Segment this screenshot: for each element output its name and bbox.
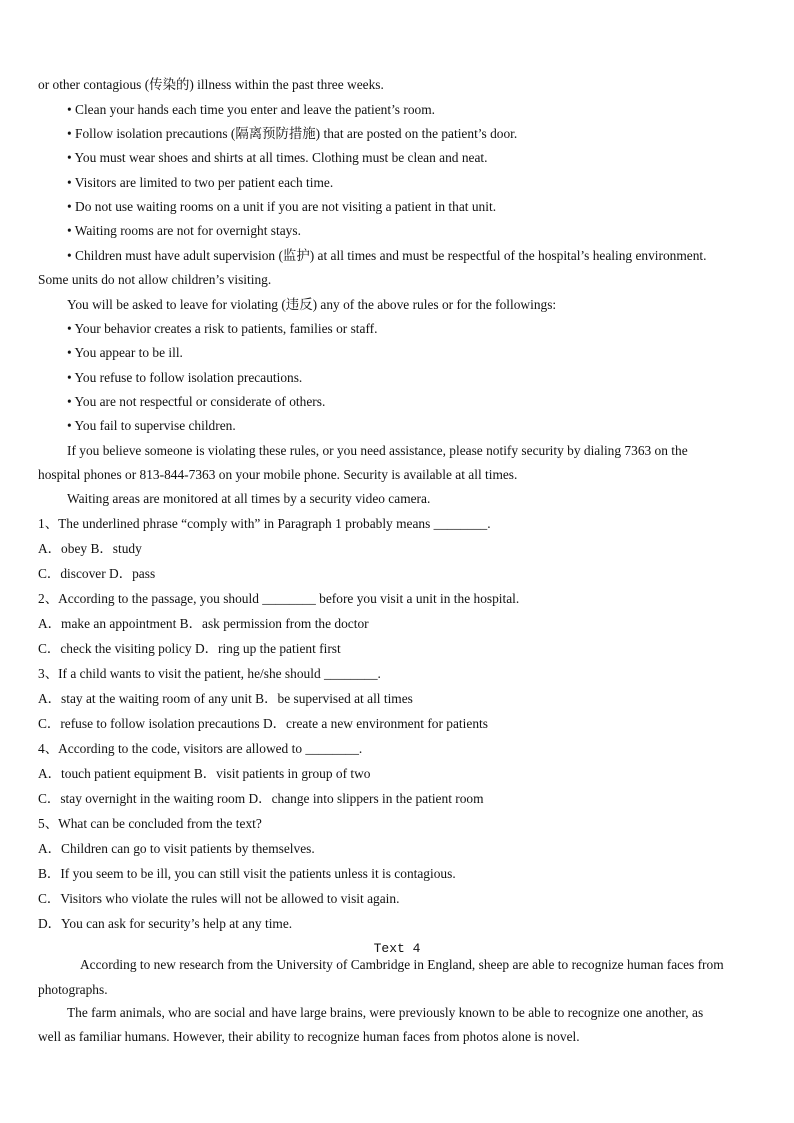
violation-item: • You are not respectful or considerate of others.: [67, 394, 326, 409]
question-5-option: A．Children can go to visit patients by themselves.: [38, 841, 315, 856]
question-2-stem: 2、According to the passage, you should ________ before you visit a unit in the hospital.: [38, 591, 520, 606]
question-3-options: A．stay at the waiting room of any unit B．be supervised at all times: [38, 691, 413, 706]
rule-item: • Children must have adult supervision (监护) at all times and must be respectful of the hospital’s healing environment.: [67, 248, 707, 263]
text4-paragraph-line: The farm animals, who are social and have large brains, were previously known to be able to recognize one another, as: [67, 1005, 704, 1020]
monitor-line: Waiting areas are monitored at all times by a security video camera.: [67, 491, 431, 506]
question-5-option: B．If you seem to be ill, you can still visit the patients unless it is contagious.: [38, 866, 456, 881]
question-5-stem: 5、What can be concluded from the text?: [38, 816, 262, 831]
text4-paragraph-line: According to new research from the University of Cambridge in England, sheep are able to recognize human faces from: [80, 957, 724, 972]
text4-heading: Text 4: [373, 941, 421, 956]
question-2-options: A．make an appointment B．ask permission from the doctor: [38, 616, 369, 631]
rule-item: • Waiting rooms are not for overnight stays.: [67, 223, 301, 238]
question-1-options: A．obey B．study: [38, 541, 142, 556]
question-4-stem: 4、According to the code, visitors are allowed to ________.: [38, 741, 363, 756]
violation-item: • You fail to supervise children.: [67, 418, 236, 433]
rule-continuation: Some units do not allow children’s visiting.: [38, 272, 272, 287]
question-1-options: C．discover D．pass: [38, 566, 156, 581]
question-3-options: C．refuse to follow isolation precautions D．create a new environment for patients: [38, 716, 488, 731]
question-5-option: C．Visitors who violate the rules will not be allowed to visit again.: [38, 891, 400, 906]
rule-item: • Do not use waiting rooms on a unit if you are not visiting a patient in that unit.: [67, 199, 497, 214]
violation-item: • You appear to be ill.: [67, 345, 183, 360]
intro-line: or other contagious (传染的) illness within the past three weeks.: [38, 77, 384, 92]
text4-paragraph-line: well as familiar humans. However, their ability to recognize human faces from photos alone is novel.: [38, 1029, 580, 1044]
violation-intro: You will be asked to leave for violating (违反) any of the above rules or for the followings:: [67, 297, 557, 312]
rule-item: • Clean your hands each time you enter and leave the patient’s room.: [67, 102, 435, 117]
text4-paragraph-line: photographs.: [38, 982, 108, 997]
question-4-options: A．touch patient equipment B．visit patients in group of two: [38, 766, 371, 781]
question-4-options: C．stay overnight in the waiting room D．change into slippers in the patient room: [38, 791, 484, 806]
question-5-option: D．You can ask for security’s help at any time.: [38, 916, 293, 931]
rule-item: • Visitors are limited to two per patient each time.: [67, 175, 334, 190]
security-paragraph-line: hospital phones or 813-844-7363 on your mobile phone. Security is available at all times.: [38, 467, 518, 482]
question-3-stem: 3、If a child wants to visit the patient, he/she should ________.: [38, 666, 381, 681]
violation-item: • You refuse to follow isolation precautions.: [67, 370, 303, 385]
rule-item: • You must wear shoes and shirts at all times. Clothing must be clean and neat.: [67, 150, 488, 165]
question-1-stem: 1、The underlined phrase “comply with” in Paragraph 1 probably means ________.: [38, 516, 491, 531]
rule-item: • Follow isolation precautions (隔离预防措施) that are posted on the patient’s door.: [67, 126, 518, 141]
security-paragraph-line: If you believe someone is violating these rules, or you need assistance, please notify security by dialing 7363 on the: [67, 443, 688, 458]
violation-item: • Your behavior creates a risk to patients, families or staff.: [67, 321, 378, 336]
question-2-options: C．check the visiting policy D．ring up the patient first: [38, 641, 341, 656]
